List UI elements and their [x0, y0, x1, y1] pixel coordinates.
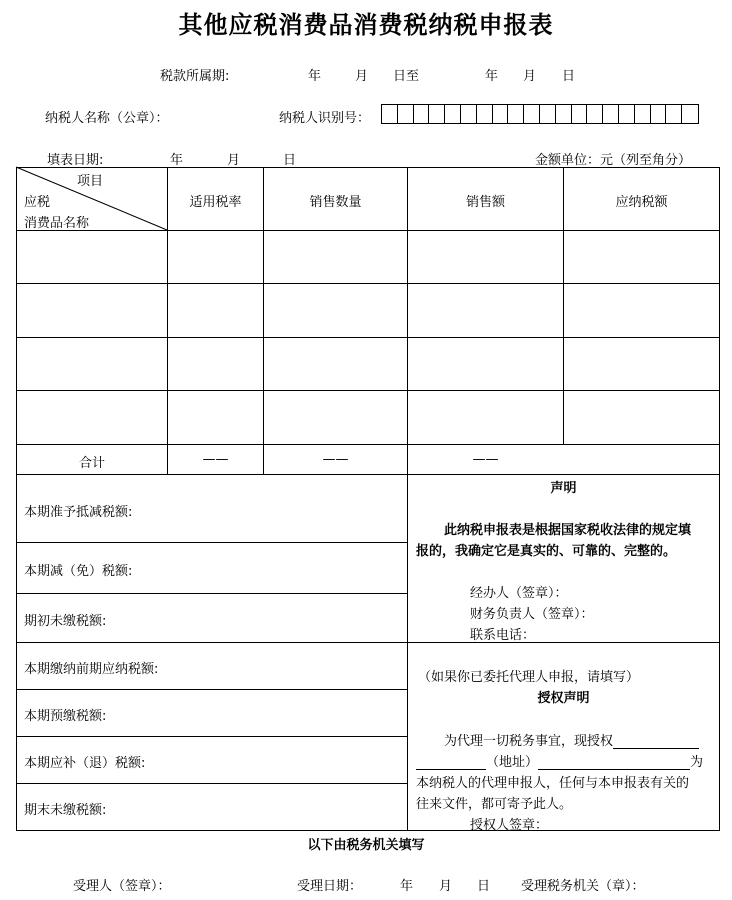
taxpayer-id-cell[interactable]: [429, 105, 445, 123]
header-sales-quantity: 销售数量: [309, 195, 362, 210]
contact-phone: 联系电话：: [470, 628, 536, 643]
period-to-year: 年: [485, 69, 499, 84]
taxpayer-id-cell[interactable]: [587, 105, 603, 123]
period-label: 税款所属期:: [160, 69, 230, 84]
total-dash-amount: ——: [472, 452, 499, 467]
period-from-year: 年: [308, 69, 322, 84]
field-deductible-tax: 本期准予抵减税额:: [24, 505, 133, 520]
unit-label: 金额单位：元（列至角分）: [535, 153, 692, 168]
taxpayer-id-cell[interactable]: [603, 105, 619, 123]
header-sales-amount: 销售额: [465, 195, 505, 210]
taxpayer-id-cell[interactable]: [635, 105, 651, 123]
total-dash-quantity: ——: [322, 452, 349, 467]
period-from-month: 月: [355, 69, 369, 84]
period-to-month: 月: [523, 69, 537, 84]
authorization-line4: 往来文件，都可寄予此人。: [416, 797, 573, 812]
field-reduced-tax: 本期减（免）税额:: [24, 564, 133, 579]
taxpayer-id-cell[interactable]: [682, 105, 698, 123]
field-prior-period-paid: 本期缴纳前期应纳税额:: [24, 662, 159, 677]
taxpayer-id-boxes[interactable]: [381, 104, 699, 124]
field-closing-unpaid: 期末未缴税额:: [24, 803, 107, 818]
office-section-title: 以下由税务机关填写: [307, 838, 425, 853]
taxpayer-id-cell[interactable]: [556, 105, 572, 123]
taxpayer-id-cell[interactable]: [508, 105, 524, 123]
field-refund-due: 本期应补（退）税额:: [24, 756, 146, 771]
taxpayer-id-cell[interactable]: [666, 105, 682, 123]
authorization-title: 授权声明: [537, 691, 590, 706]
fill-date-month: 月: [227, 153, 241, 168]
taxpayer-id-cell[interactable]: [651, 105, 667, 123]
diag-header-top: 项目: [77, 174, 104, 189]
taxpayer-id-cell[interactable]: [572, 105, 588, 123]
authorization-note: （如果你已委托代理人申报，请填写）: [418, 670, 640, 685]
taxpayer-id-cell[interactable]: [461, 105, 477, 123]
office-date-label: 受理日期：: [297, 879, 363, 894]
field-opening-unpaid: 期初未缴税额:: [24, 614, 107, 629]
taxpayer-id-cell[interactable]: [619, 105, 635, 123]
fill-date-year: 年: [170, 153, 184, 168]
office-receiver: 受理人（签章）：: [73, 879, 171, 894]
taxpayer-name-label: 纳税人名称（公章）：: [45, 111, 169, 126]
authorization-line1: 为代理一切税务事宜，现授权: [444, 730, 699, 749]
header-tax-payable: 应纳税额: [615, 195, 668, 210]
period-from-day: 日至: [393, 69, 420, 84]
total-dash-rate: ——: [202, 452, 229, 467]
office-date-year: 年: [400, 879, 414, 894]
taxpayer-id-label: 纳税人识别号：: [279, 111, 371, 126]
field-prepaid-tax: 本期预缴税额:: [24, 709, 107, 724]
finance-signature: 财务负责人（签章）：: [470, 607, 594, 622]
total-label: 合计: [78, 456, 105, 471]
header-tax-rate: 适用税率: [189, 195, 242, 210]
taxpayer-id-cell[interactable]: [540, 105, 556, 123]
taxpayer-id-cell[interactable]: [445, 105, 461, 123]
declaration-text-line2: 报的，我确定它是真实的、可靠的、完整的。: [416, 544, 677, 559]
office-authority: 受理税务机关（章）：: [521, 879, 645, 894]
taxpayer-id-cell[interactable]: [398, 105, 414, 123]
office-date-day: 日: [477, 879, 491, 894]
taxpayer-id-cell[interactable]: [382, 105, 398, 123]
fill-date-day: 日: [283, 153, 297, 168]
authorizer-signature: 授权人签章：: [470, 818, 549, 833]
form-title: 其他应税消费品消费税纳税申报表: [178, 11, 554, 39]
authorization-line3: 本纳税人的代理申报人，任何与本申报表有关的: [416, 776, 690, 791]
taxpayer-id-cell[interactable]: [524, 105, 540, 123]
declaration-title: 声明: [550, 481, 577, 496]
diag-header-line2: 消费品名称: [24, 216, 90, 231]
declaration-text-line1: 此纳税申报表是根据国家税收法律的规定填: [444, 523, 692, 538]
diag-header-line1: 应税: [24, 195, 51, 210]
taxpayer-id-cell[interactable]: [493, 105, 509, 123]
authorization-line2: （地址） 为: [416, 751, 703, 770]
period-to-day: 日: [562, 69, 576, 84]
taxpayer-id-cell[interactable]: [414, 105, 430, 123]
taxpayer-id-cell[interactable]: [477, 105, 493, 123]
office-date-month: 月: [439, 879, 453, 894]
fill-date-label: 填表日期:: [47, 153, 104, 168]
handler-signature: 经办人（签章）：: [470, 586, 568, 601]
